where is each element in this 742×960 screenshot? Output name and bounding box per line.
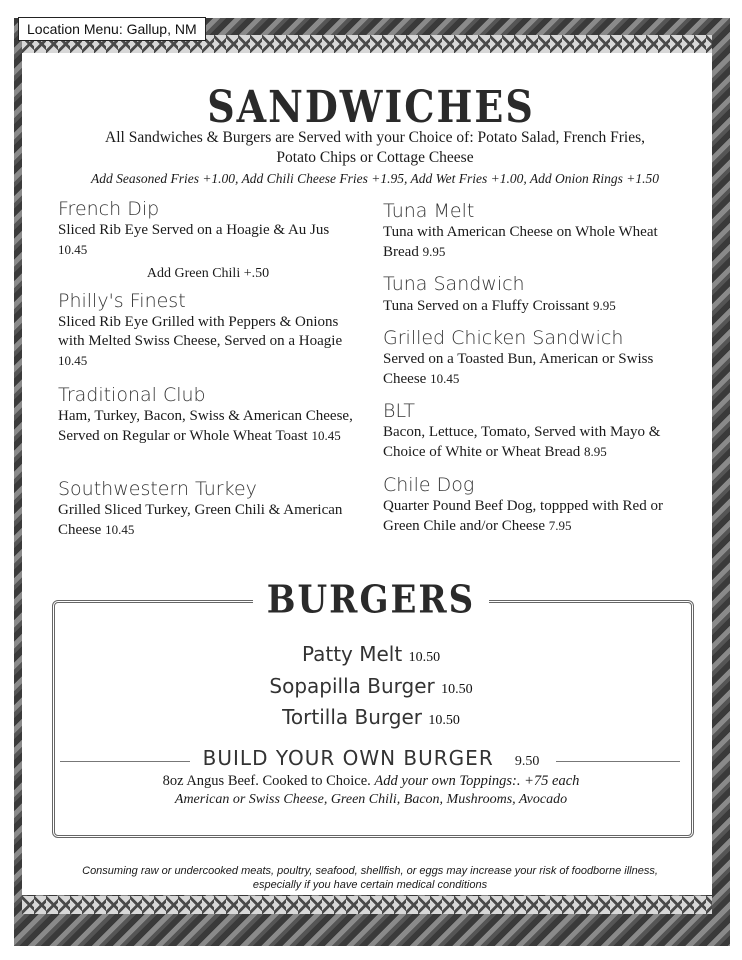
item-name: Tuna Melt xyxy=(383,200,475,222)
item-description: Grilled Sliced Turkey, Green Chili & American Cheese 10.45 xyxy=(58,502,343,538)
item-description: Tuna with American Cheese on Whole Wheat Bread 9.95 xyxy=(383,224,658,260)
item-name: French Dip xyxy=(58,198,160,220)
item-price: 10.45 xyxy=(58,242,88,257)
burgers-title: BURGERS xyxy=(253,578,489,623)
item-description: Served on a Toasted Bun, American or Swiss Cheese 10.45 xyxy=(383,351,654,387)
intro-line-2: Potato Chips or Cottage Cheese xyxy=(276,149,474,166)
item-description: Quarter Pound Beef Dog, toppped with Red or Green Chile and/or Cheese 7.95 xyxy=(383,498,663,534)
item-price: 10.45 xyxy=(311,428,341,443)
item-price: 9.95 xyxy=(422,244,446,259)
menu-item xyxy=(383,199,683,262)
menu-item xyxy=(58,383,370,446)
menu-item xyxy=(383,473,693,536)
byo-price: 9.50 xyxy=(514,754,540,769)
location-label: Location Menu: Gallup, NM xyxy=(18,17,206,41)
item-name: Grilled Chicken Sandwich xyxy=(383,327,624,349)
item-name: BLT xyxy=(383,400,416,422)
item-name: Southwestern Turkey xyxy=(58,478,257,500)
sandwiches-intro xyxy=(60,128,690,168)
item-description: Sliced Rib Eye Grilled with Peppers & Onions with Melted Swiss Cheese, Served on a Hoagie 10.45 xyxy=(58,314,343,368)
item-name: Tortilla Burger xyxy=(282,705,423,729)
item-description: Bacon, Lettuce, Tomato, Served with Mayo & Choice of White or Wheat Bread 8.95 xyxy=(383,424,661,460)
intro-line-1: All Sandwiches & Burgers are Served with your Choice of: Potato Salad, French Fries, xyxy=(105,129,645,146)
byo-toppings-label: Add your own Toppings:. +75 each xyxy=(374,773,580,789)
side-addons: Add Seasoned Fries +1.00, Add Chili Cheese Fries +1.95, Add Wet Fries +1.00, Add Onion Rings +1.50 xyxy=(90,171,660,186)
item-description: Sliced Rib Eye Served on a Hoagie & Au Jus 10.45 xyxy=(58,222,330,257)
item-price: 10.45 xyxy=(430,371,460,386)
item-price: 10.45 xyxy=(105,522,135,537)
item-price: 7.95 xyxy=(548,518,572,533)
menu-item xyxy=(58,289,358,371)
item-description: Tuna Served on a Fluffy Croissant 9.95 xyxy=(383,298,616,314)
menu-item xyxy=(58,477,358,540)
menu-item xyxy=(383,272,683,316)
menu-item xyxy=(383,399,693,462)
item-name: Tuna Sandwich xyxy=(383,273,525,295)
burgers-title-wrap xyxy=(0,577,742,623)
item-name: Sopapilla Burger xyxy=(269,674,435,698)
item-extra: Add Green Chili +.50 xyxy=(146,266,270,281)
byo-description: 8oz Angus Beef. Cooked to Choice. Add your own Toppings:. +75 each xyxy=(162,773,580,789)
item-price: 10.45 xyxy=(58,353,88,368)
sandwiches-title: SANDWICHES xyxy=(207,80,535,133)
byo-toppings: American or Swiss Cheese, Green Chili, Bacon, Mushrooms, Avocado xyxy=(174,792,568,807)
byo-heading xyxy=(0,746,742,770)
menu-item xyxy=(383,326,683,389)
item-name: Philly's Finest xyxy=(58,290,186,312)
burger-item xyxy=(0,705,742,729)
item-price: 10.50 xyxy=(441,682,473,697)
byo-title: BUILD YOUR OWN BURGER xyxy=(202,746,494,770)
food-safety-disclaimer: Consuming raw or undercooked meats, poultry, seafood, shellfish, or eggs may increase your risk of foodborne illness, especially if you have certain medical conditions xyxy=(82,865,658,891)
item-price: 10.50 xyxy=(408,650,441,665)
item-description: Ham, Turkey, Bacon, Swiss & American Cheese, Served on Regular or Whole Wheat Toast 10.45 xyxy=(58,408,353,444)
item-price: 9.95 xyxy=(593,298,616,313)
item-name: Patty Melt xyxy=(301,642,403,666)
menu-item xyxy=(58,197,358,282)
item-name: Chile Dog xyxy=(383,474,475,496)
zigzag-border-bottom xyxy=(22,896,712,914)
burger-item xyxy=(0,674,742,698)
item-price: 8.95 xyxy=(584,444,607,459)
burger-item xyxy=(0,642,742,666)
item-price: 10.50 xyxy=(428,713,460,728)
item-name: Traditional Club xyxy=(58,384,206,406)
